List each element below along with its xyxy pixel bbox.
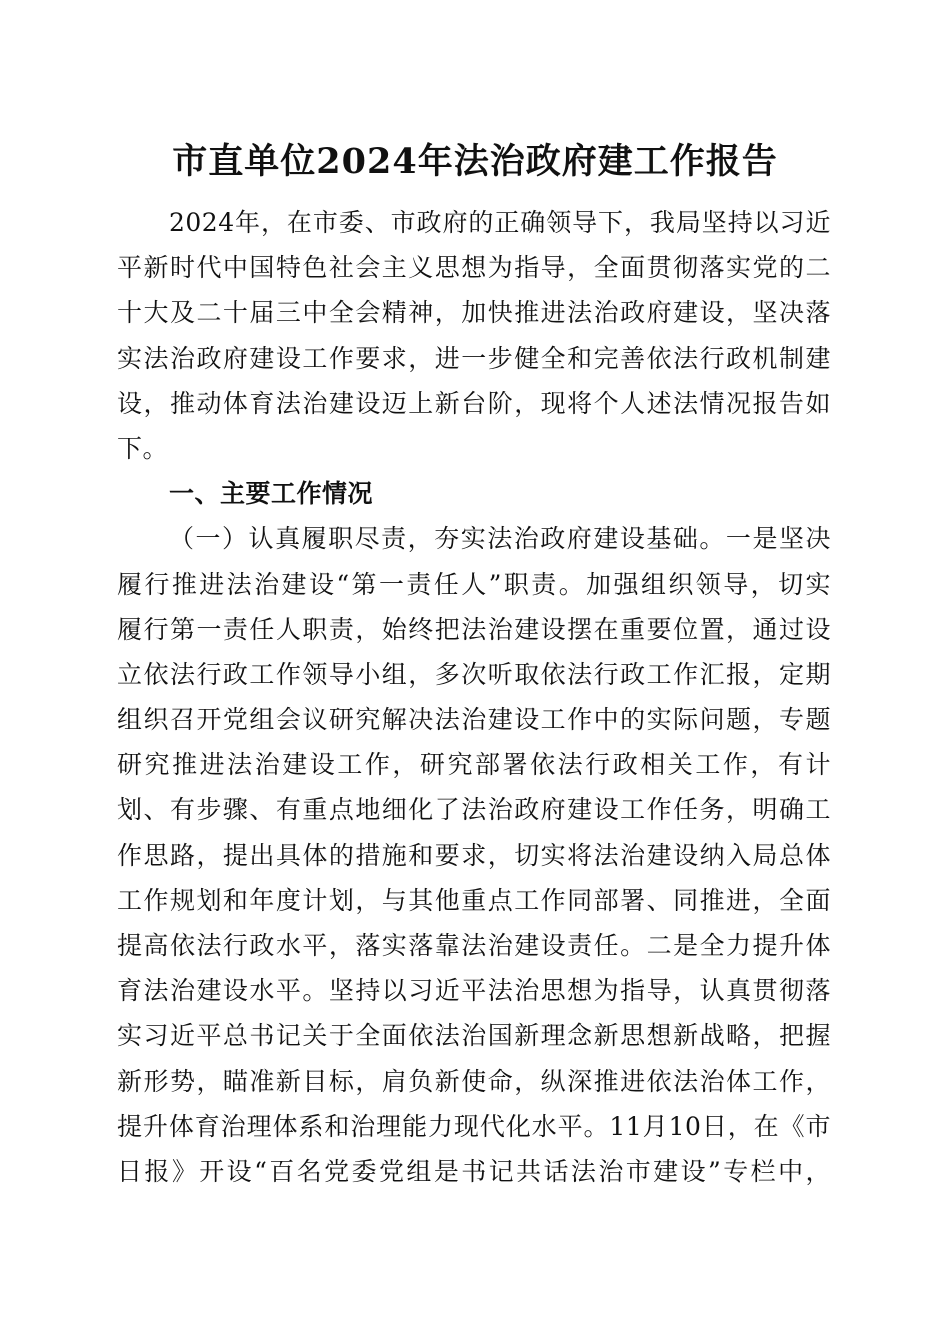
intro-line: 设，推动体育法治建设迈上新台阶，现将个人述法情况报告如 bbox=[117, 388, 831, 418]
body-line: 划、有步骤、有重点地细化了法治政府建设工作任务，明确工 bbox=[117, 795, 831, 825]
document-body bbox=[117, 200, 831, 1194]
body-line: 组织召开党组会议研究解决法治建设工作中的实际问题，专题 bbox=[117, 705, 831, 735]
document-title: 市直单位2024年法治政府建工作报告 bbox=[172, 141, 778, 182]
body-first-line bbox=[117, 516, 831, 561]
intro-line: 实法治政府建设工作要求，进一步健全和完善依法行政机制建 bbox=[117, 343, 831, 373]
intro-line: 下。 bbox=[117, 433, 169, 463]
body-line: 履行第一责任人职责，始终把法治建设摆在重要位置，通过设 bbox=[117, 614, 831, 644]
body-line: 立依法行政工作领导小组，多次听取依法行政工作汇报，定期 bbox=[117, 659, 831, 689]
body-line: 履行推进法治建设“第一责任人”职责。加强组织领导，切实 bbox=[117, 569, 831, 599]
body-line: 研究推进法治建设工作，研究部署依法行政相关工作，有计 bbox=[117, 750, 831, 780]
body-first-line-tail: 一是坚决 bbox=[725, 524, 831, 554]
intro-line: 平新时代中国特色社会主义思想为指导，全面贯彻落实党的二 bbox=[117, 253, 831, 283]
intro-line: 十大及二十届三中全会精神，加快推进法治政府建设，坚决落 bbox=[117, 298, 831, 328]
body-line: 提升体育治理体系和治理能力现代化水平。11月10日，在《市 bbox=[117, 1111, 831, 1141]
body-line: 新形势，瞄准新目标，肩负新使命，纵深推进依法治体工作， bbox=[117, 1066, 831, 1096]
body-line: 育法治建设水平。坚持以习近平法治思想为指导，认真贯彻落 bbox=[117, 976, 831, 1006]
intro-line: 2024年，在市委、市政府的正确领导下，我局坚持以习近 bbox=[169, 208, 831, 237]
body-line: 作思路，提出具体的措施和要求，切实将法治建设纳入局总体 bbox=[117, 840, 831, 870]
body-line: 提高依法行政水平，落实落靠法治建设责任。二是全力提升体 bbox=[117, 931, 831, 960]
section-heading: 一、主要工作情况 bbox=[169, 479, 374, 509]
body-line: 日报》开设“百名党委党组是书记共话法治市建设”专栏中， bbox=[117, 1156, 831, 1186]
body-line: 实习近平总书记关于全面依法治国新理念新思想新战略，把握 bbox=[117, 1021, 831, 1051]
body-line: 工作规划和年度计划，与其他重点工作同部署、同推进，全面 bbox=[117, 885, 831, 915]
sub-heading: （一）认真履职尽责，夯实法治政府建设基础。 bbox=[169, 524, 726, 554]
